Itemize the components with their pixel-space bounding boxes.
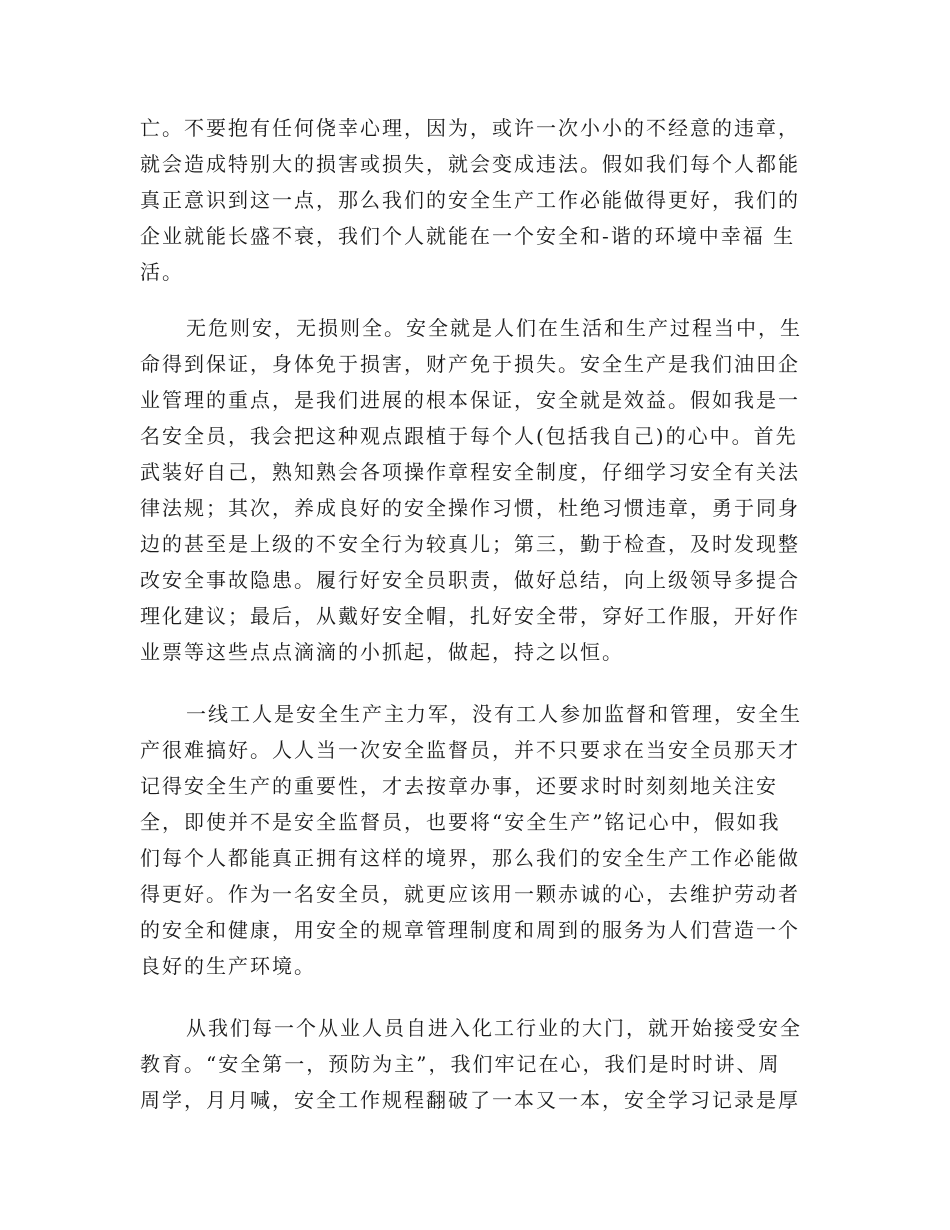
paragraph-line: 名安全员，我会把这种观点跟植于每个人(包括我自己)的心中。首先 [140,424,798,448]
paragraph-line: 业管理的重点，是我们进展的根本保证，安全就是效益。假如我是一 [140,388,800,412]
paragraph-line: 全，即使并不是安全监督员，也要将“安全生产”铭记心中，假如我 [140,810,781,834]
paragraph-1 [140,110,820,290]
paragraph-3 [140,696,820,984]
paragraph-line: 教育。“安全第一，预防为主”，我们牢记在心，我们是时时讲、周 [140,1052,781,1076]
paragraph-line: 一线工人是安全生产主力军，没有工人参加监督和管理，安全生 [186,702,802,726]
paragraph-line: 命得到保证，身体免于损害，财产免于损失。安全生产是我们油田企 [140,352,800,376]
paragraph-line: 周学，月月喊，安全工作规程翻破了一本又一本，安全学习记录是厚 [140,1088,800,1112]
paragraph-line: 的安全和健康，用安全的规章管理制度和周到的服务为人们营造一个 [140,918,800,942]
paragraph-line: 亡。不要抱有任何侥幸心理，因为，或许一次小小的不经意的违章， [140,116,800,140]
paragraph-line: 们每个人都能真正拥有这样的境界，那么我们的安全生产工作必能做 [140,846,800,870]
paragraph-2 [140,310,820,670]
paragraph-line: 无危则安，无损则全。安全就是人们在生活和生产过程当中，生 [186,316,802,340]
paragraph-line: 理化建议；最后，从戴好安全帽，扎好安全带，穿好工作服，开好作 [140,604,800,628]
paragraph-line: 真正意识到这一点，那么我们的安全生产工作必能做得更好，我们的 [140,188,800,212]
paragraph-line: 得更好。作为一名安全员，就更应该用一颗赤诚的心，去维护劳动者 [140,882,800,906]
paragraph-line: 从我们每一个从业人员自进入化工行业的大门，就开始接受安全 [186,1016,802,1040]
paragraph-line: 产很难搞好。人人当一次安全监督员，并不只要求在当安全员那天才 [140,738,800,762]
paragraph-line: 就会造成特别大的损害或损失，就会变成违法。假如我们每个人都能 [140,152,800,176]
paragraph-line: 记得安全生产的重要性，才去按章办事，还要求时时刻刻地关注安 [140,774,778,798]
paragraph-line: 边的甚至是上级的不安全行为较真儿；第三，勤于检查，及时发现整 [140,532,800,556]
paragraph-line: 改安全事故隐患。履行好安全员职责，做好总结，向上级领导多提合 [140,568,800,592]
paragraph-4 [140,1010,820,1118]
paragraph-line: 武装好自己，熟知熟会各项操作章程安全制度，仔细学习安全有关法 [140,460,800,484]
paragraph-line: 良好的生产环境。 [140,954,316,978]
paragraph-line: 业票等这些点点滴滴的小抓起，做起，持之以恒。 [140,640,624,664]
paragraph-line: 律法规；其次，养成良好的安全操作习惯，杜绝习惯违章，勇于同身 [140,496,800,520]
paragraph-line: 企业就能长盛不衰，我们个人就能在一个安全和-谐的环境中幸福 生 [140,224,796,248]
paragraph-line: 活。 [140,260,184,284]
